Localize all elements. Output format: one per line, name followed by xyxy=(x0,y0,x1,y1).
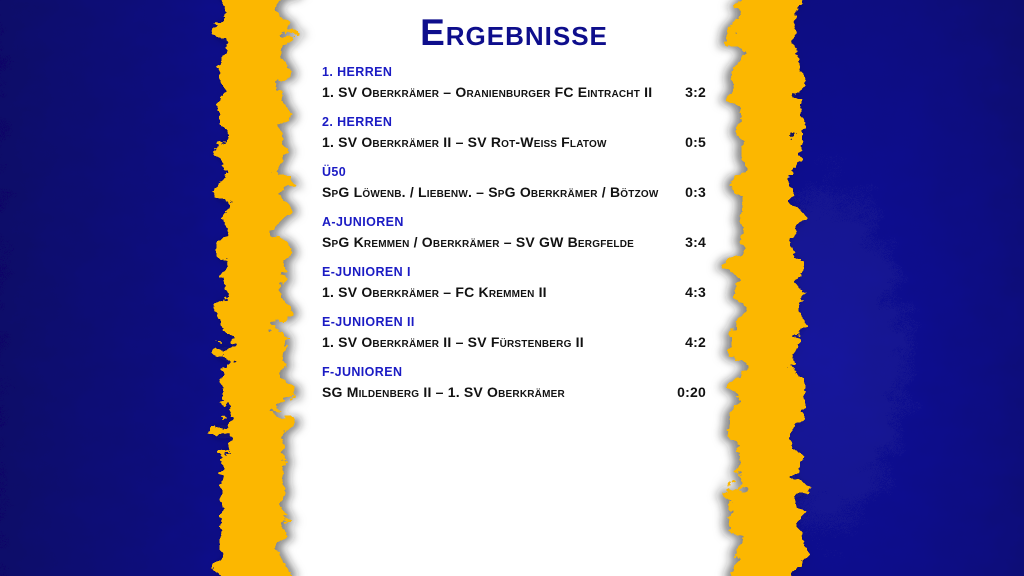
category-label: Ü50 xyxy=(322,165,347,179)
category-label: E-JUNIOREN II xyxy=(322,315,415,329)
result-row xyxy=(322,383,706,402)
match-score: 0:20 xyxy=(677,384,706,400)
match-score: 3:2 xyxy=(685,84,706,100)
result-section-e-junioren-1 xyxy=(322,264,706,314)
result-row xyxy=(322,83,706,102)
match-teams: 1. SV Oberkrämer – FC Kremmen II xyxy=(322,284,547,300)
torn-gold-strip-right xyxy=(736,0,798,576)
result-section-a-junioren xyxy=(322,214,706,264)
match-score: 3:4 xyxy=(685,234,706,250)
result-row xyxy=(322,283,706,302)
category-label: 2. HERREN xyxy=(322,115,393,129)
result-row xyxy=(322,233,706,252)
category-label: F-JUNIOREN xyxy=(322,365,403,379)
result-section-2-herren xyxy=(322,114,706,164)
match-score: 0:3 xyxy=(685,184,706,200)
category-label: E-JUNIOREN I xyxy=(322,265,411,279)
match-score: 4:2 xyxy=(685,334,706,350)
blue-field-right xyxy=(776,0,1024,576)
match-teams: 1. SV Oberkrämer II – SV Rot-Weiß Flatow xyxy=(322,134,607,150)
result-row xyxy=(322,183,706,202)
match-teams: 1. SV Oberkrämer II – SV Fürstenberg II xyxy=(322,334,584,350)
results-list xyxy=(322,64,706,414)
match-score: 4:3 xyxy=(685,284,706,300)
torn-gold-strip-left xyxy=(222,0,284,576)
match-score: 0:5 xyxy=(685,134,706,150)
match-teams: 1. SV Oberkrämer – Oranienburger FC Eintracht II xyxy=(322,84,653,100)
category-label: A-JUNIOREN xyxy=(322,215,404,229)
page-title: Ergebnisse xyxy=(420,12,608,53)
result-section-ue50 xyxy=(322,164,706,214)
match-teams: SpG Löwenb. / Liebenw. – SpG Oberkrämer / Bötzow xyxy=(322,184,659,200)
result-section-f-junioren xyxy=(322,364,706,414)
result-section-1-herren xyxy=(322,64,706,114)
result-row xyxy=(322,133,706,152)
match-teams: SpG Kremmen / Oberkrämer – SV GW Bergfelde xyxy=(322,234,634,250)
result-row xyxy=(322,333,706,352)
result-section-e-junioren-2 xyxy=(322,314,706,364)
match-teams: SG Mildenberg II – 1. SV Oberkrämer xyxy=(322,384,565,400)
category-label: 1. HERREN xyxy=(322,65,393,79)
results-panel xyxy=(322,12,706,414)
blue-field-left xyxy=(0,0,256,576)
